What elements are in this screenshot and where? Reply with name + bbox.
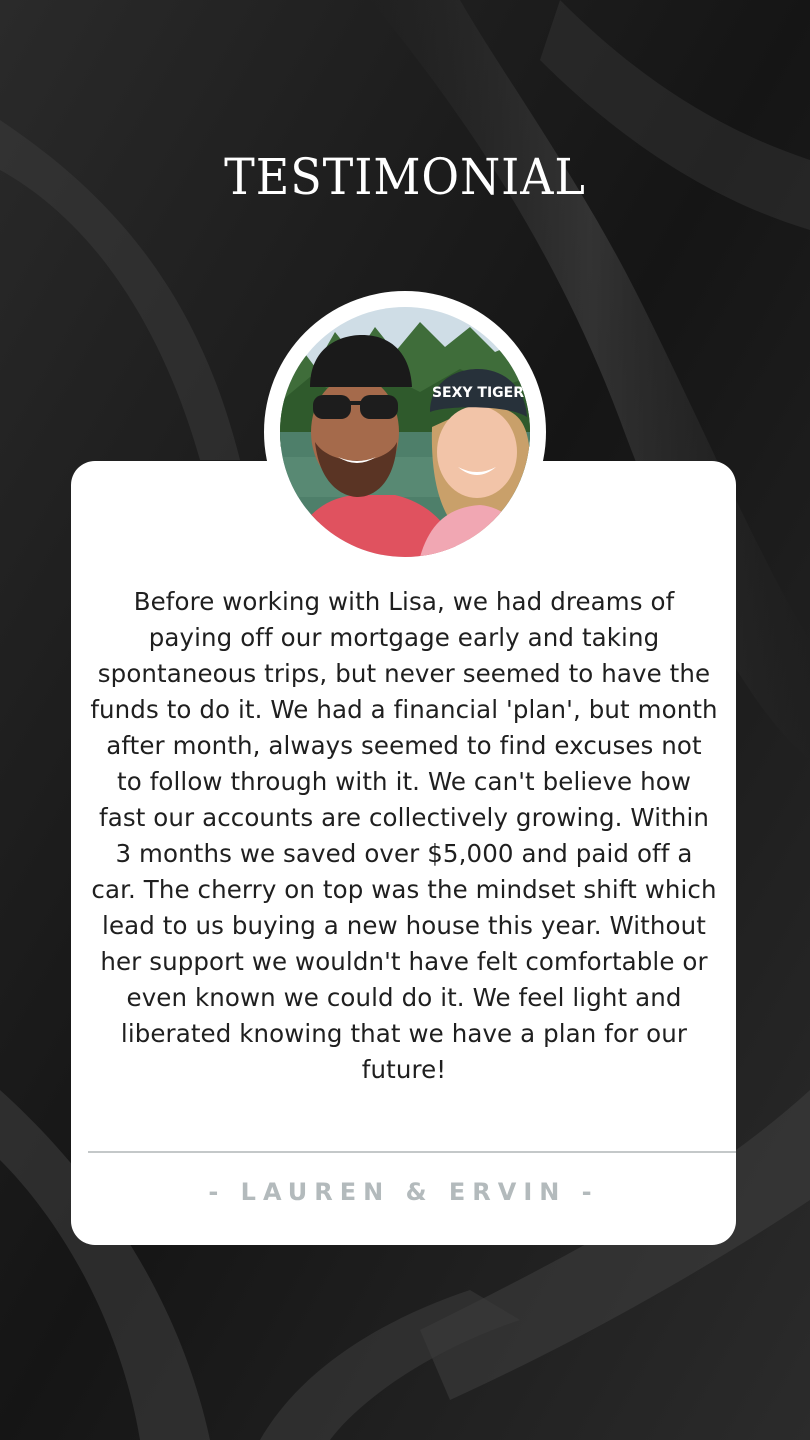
testimonial-author: - LAUREN & ERVIN - (208, 1178, 599, 1206)
divider (88, 1151, 736, 1153)
page-title: TESTIMONIAL (224, 148, 586, 206)
avatar (280, 307, 530, 557)
cap-text: SEXY TIGER (431, 385, 525, 401)
testimonial-quote: Before working with Lisa, we had dreams of paying off our mortgage early and taking spontaneous trips, but never seemed to have the funds to do it. We had a financial 'plan', but month after month, always seemed to find excuses not to follow through with it. We can't believe how fast our accounts are collectively growing. Within 3 months we saved over $5,000 and paid off a car. The cherry on top was the mindset shift which lead to us buying a new house this year. Without her support we wouldn't have felt comfortable or even known we could do it. We feel light and liberated knowing that we have a plan for our future! (90, 587, 718, 1084)
couple-photo-icon (280, 307, 530, 557)
